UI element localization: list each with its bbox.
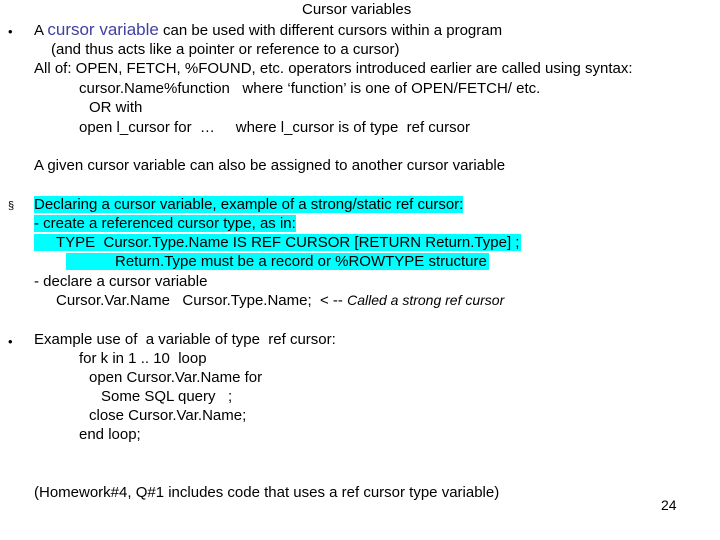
section1-line5: OR with xyxy=(89,99,143,116)
bullet-3: • xyxy=(8,334,13,349)
code-line-1: for k in 1 .. 10 loop xyxy=(79,350,207,367)
section1-line3: All of: OPEN, FETCH, %FOUND, etc. operators introduced earlier are called using syntax: xyxy=(34,60,633,77)
return-type-note: Return.Type must be a record or %ROWTYPE structure xyxy=(115,253,487,270)
section2-line3-text xyxy=(34,234,521,251)
code-line-2: open Cursor.Var.Name for xyxy=(89,369,263,386)
code-line-3: Some SQL query ; xyxy=(101,388,233,405)
section2-line1 xyxy=(34,195,463,215)
section2-line5: - declare a cursor variable xyxy=(34,273,208,290)
section2-line6 xyxy=(56,291,504,311)
strong-ref-cursor-comment: Called a strong ref cursor xyxy=(347,292,505,308)
section1-line7: A given cursor variable can also be assigned to another cursor variable xyxy=(34,157,506,174)
section1-line4: cursor.Name%function where ‘function’ is one of OPEN/FETCH/ etc. xyxy=(79,80,541,97)
section1-line2: (and thus acts like a pointer or reference to a cursor) xyxy=(51,41,400,58)
bullet-2: § xyxy=(8,200,15,212)
section2-line3 xyxy=(34,233,521,253)
section2-line1-text: Declaring a cursor variable, example of a strong/static ref cursor: xyxy=(34,196,464,213)
section1-line1-prefix: A xyxy=(34,22,48,39)
variable-declaration: Cursor.Var.Name Cursor.Type.Name; < -- xyxy=(56,292,348,309)
section3-line1: Example use of a variable of type ref cursor: xyxy=(34,331,336,348)
type-declaration: TYPE Cursor.Type.Name IS REF CURSOR [RETURN Return.Type] ; xyxy=(56,234,520,251)
page-number: 24 xyxy=(661,497,677,513)
section1-line1 xyxy=(34,20,502,41)
bullet-1: • xyxy=(8,24,13,39)
section2-line4 xyxy=(66,252,489,272)
section2-line2 xyxy=(34,214,296,234)
homework-note: (Homework#4, Q#1 includes code that uses a ref cursor type variable) xyxy=(34,484,500,501)
section1-line1-suffix: can be used with different cursors within a program xyxy=(158,22,503,39)
code-line-5: end loop; xyxy=(79,426,141,443)
section2-line2-text: - create a referenced cursor type, as in: xyxy=(34,215,296,232)
code-line-4: close Cursor.Var.Name; xyxy=(89,407,247,424)
section2-line4-text xyxy=(66,253,489,270)
section1-line6: open l_cursor for … where l_cursor is of type ref cursor xyxy=(79,119,470,136)
slide-title: Cursor variables xyxy=(302,1,412,18)
cursor-variable-emphasis: cursor variable xyxy=(47,20,159,39)
